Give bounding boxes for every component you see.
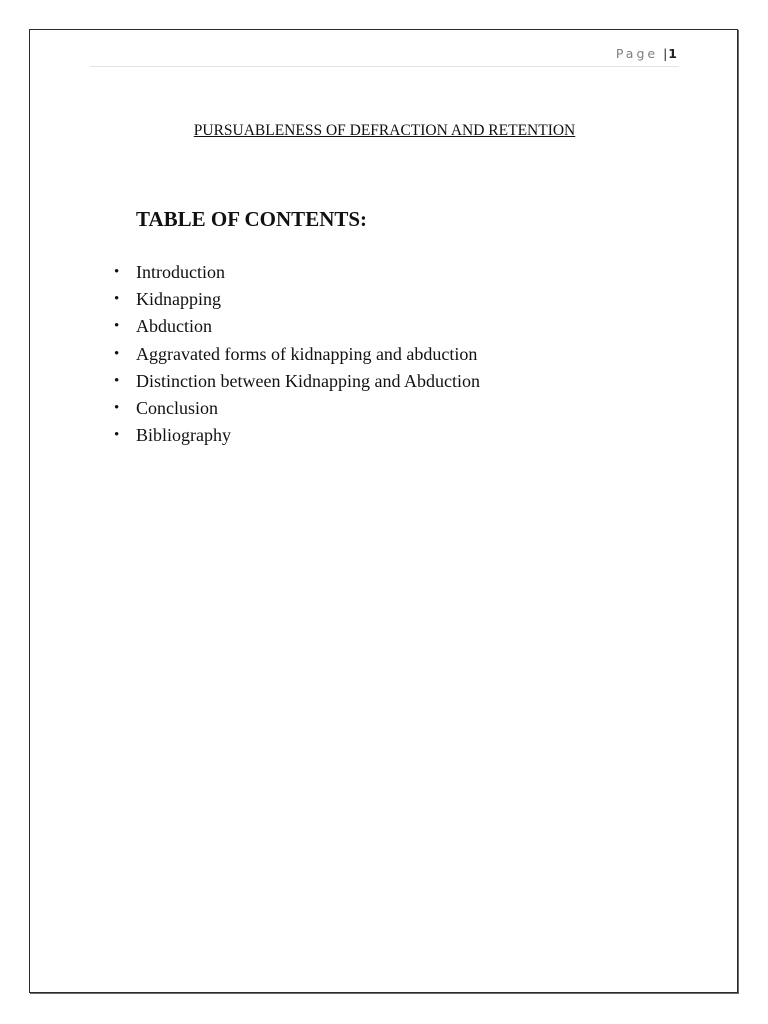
toc-item-text: Bibliography [136,425,231,446]
bullet-icon: • [114,264,120,280]
toc-item [114,368,480,395]
bullet-icon: • [114,345,120,362]
page-number: 1 [668,46,677,61]
page-header [90,30,679,67]
toc-item [114,286,480,313]
document-title: PURSUABLENESS OF DEFRACTION AND RETENTION [193,122,576,139]
bullet-icon: • [114,318,120,335]
toc-item [114,395,480,422]
bullet-icon: • [114,291,120,308]
document-page [29,29,738,993]
toc-item-text: Distinction between Kidnapping and Abduction [136,370,480,391]
bullet-icon: • [114,372,120,389]
page-number-label [616,46,677,61]
toc-item [114,313,480,340]
toc-item [114,341,480,368]
toc-item [114,259,480,286]
page-separator: | [663,46,668,61]
toc-item-text: Aggravated forms of kidnapping and abduction [136,343,478,364]
page-word: Page [615,46,659,61]
bullet-icon: • [114,427,120,444]
toc-item-text: Abduction [136,316,212,337]
toc-item-text: Conclusion [136,398,219,419]
toc-item-text: Kidnapping [136,289,221,310]
toc-item-text: Introduction [136,262,225,282]
toc-heading: TABLE OF CONTENTS: [136,207,368,231]
toc-list [114,259,480,449]
toc-item [114,422,480,449]
bullet-icon: • [114,400,120,417]
